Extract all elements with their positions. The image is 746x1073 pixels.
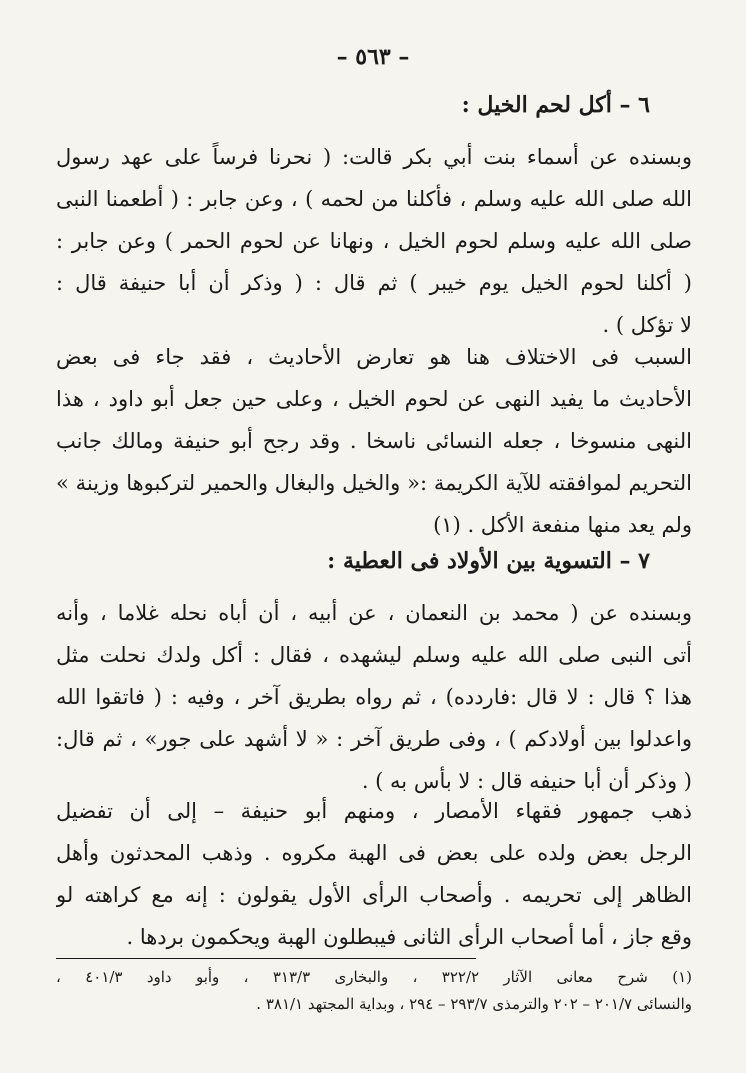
text-line: هذا ؟ قال : لا قال :فاردده) ، ثم رواه بطريق آخر ، وفيه : ( فاتقوا الله <box>56 685 692 709</box>
text-line: صلى الله عليه وسلم لحوم الخيل ، ونهانا عن لحوم الحمر ) وعن جابر : <box>56 229 692 253</box>
text-line: السبب فى الاختلاف هنا هو تعارض الأحاديث ، فقد جاء فى بعض <box>56 345 692 369</box>
text-line: الله صلى الله عليه وسلم ، فأكلنا من لحمه ) ، وعن جابر : ( أطعمنا النبى <box>56 187 692 211</box>
text-line: لا تؤكل ) . <box>602 313 692 337</box>
text-line: واعدلوا بين أولادكم ) ، وفى طريق آخر : « لا أشهد على جور» ، ثم قال: <box>56 727 692 751</box>
footnote-line: (١) شرح معانى الآثار ٣٢٢/٢ ، والبخارى ٣١٣/٣ ، وأبو داود ٤٠١/٣ ، <box>56 968 692 986</box>
text-line: ذهب جمهور فقهاء الأمصار ، ومنهم أبو حنيفة – إلى أن تفضيل <box>56 799 692 823</box>
section-heading-equal-gifts: ٧ – التسوية بين الأولاد فى العطية : <box>327 548 650 574</box>
text-line: ولم يعد منها منفعة الأكل . (١) <box>433 513 692 537</box>
text-line: وبسنده عن ( محمد بن النعمان ، عن أبيه ، أن أباه نحله غلاما ، وأنه <box>56 601 692 625</box>
text-line: أتى النبى صلى الله عليه وسلم ليشهده ، فقال : أكل ولدك نحلت مثل <box>56 643 692 667</box>
page-number: – ٥٦٣ – <box>336 44 410 70</box>
text-line: النهى منسوخا ، جعله النسائى ناسخا . وقد رجح أبو حنيفة ومالك جانب <box>56 429 692 453</box>
text-line: التحريم لموافقته للآية الكريمة :« والخيل والبغال والحمير لتركبوها وزينة » <box>56 471 692 495</box>
text-line: الرجل بعض ولده على بعض فى الهبة مكروه . وذهب المحدثون وأهل <box>56 841 692 865</box>
footnote-divider <box>56 958 476 959</box>
footnotes <box>56 964 692 1018</box>
text-line: وقع جاز ، أما أصحاب الرأى الثانى فيبطلون الهبة ويحكمون بردها . <box>126 925 692 949</box>
text-line: وبسنده عن أسماء بنت أبي بكر قالت: ( نحرنا فرساً على عهد رسول <box>56 145 692 169</box>
paragraph-equal-gifts-opinions <box>56 790 692 958</box>
paragraph-horse-meat-hadith <box>56 136 692 346</box>
text-line: ( أكلنا لحوم الخيل يوم خيبر ) ثم قال : ( وذكر أن أبا حنيفة قال : <box>56 271 692 295</box>
paragraph-equal-gifts-hadith <box>56 592 692 802</box>
text-line: الظاهر إلى تحريمه . وأصحاب الرأى الأول يقولون : إنه مع كراهته لو <box>56 883 692 907</box>
text-line: ( وذكر أن أبا حنيفه قال : لا بأس به ) . <box>361 769 692 793</box>
paragraph-horse-meat-reason <box>56 336 692 546</box>
section-heading-horse-meat: ٦ – أكل لحم الخيل : <box>461 92 650 118</box>
text-line: الأحاديث ما يفيد النهى عن لحوم الخيل ، وعلى حين جعل أبو داود ، هذا <box>56 387 692 411</box>
footnote-line: والنسائى ٢٠١/٧ – ٢٠٢ والترمذى ٢٩٣/٧ – ٢٩٤ ، وبداية المجتهد ٣٨١/١ . <box>256 995 692 1013</box>
